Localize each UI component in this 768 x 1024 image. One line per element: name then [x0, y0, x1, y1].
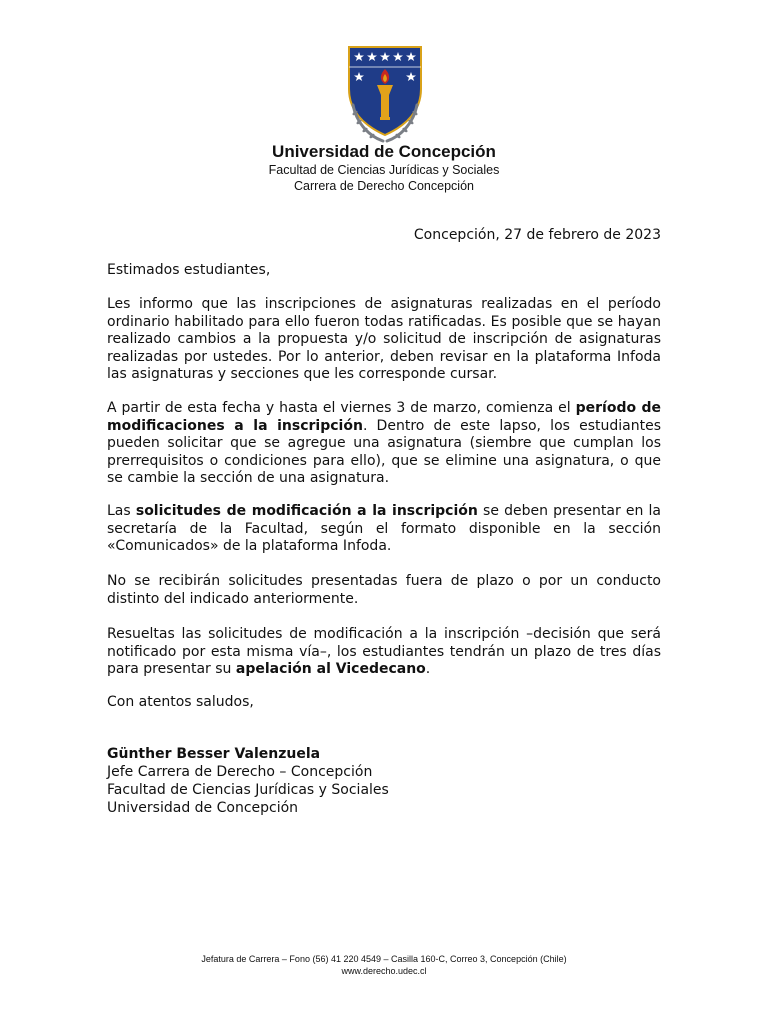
emphasis-appeal: apelación al Vicedecano	[235, 661, 426, 677]
university-crest-icon	[345, 43, 425, 143]
paragraph-text: . Dentro de este lapso, los estudiantes pueden solicitar que se agregue una asignatura (siembre que cumplan los prerrequisitos o condiciones para ello), que se elimine una asignatura, o que se cambie la sección de una asignatura.	[107, 417, 661, 486]
greeting: Estimados estudiantes,	[107, 262, 271, 278]
signer-name: Günther Besser Valenzuela	[107, 746, 321, 762]
paragraph-deadline: No se recibirán solicitudes presentadas fuera de plazo o por un conducto distinto del indicado anteriormente.	[107, 573, 661, 607]
signer-title: Jefe Carrera de Derecho – Concepción	[107, 764, 373, 780]
signer-faculty: Facultad de Ciencias Jurídicas y Sociales	[107, 782, 389, 798]
footer-website-link[interactable]: www.derecho.udec.cl	[341, 966, 427, 976]
paragraph-text: se deben presentar en la secretaría de la Facultad, según el formato disponible en la sección «Comunicados» de la plataforma Infoda.	[107, 503, 662, 554]
signer-university: Universidad de Concepción	[107, 800, 299, 816]
emphasis-modification-requests: solicitudes de modificación a la inscripción	[135, 503, 478, 519]
signature-block	[107, 745, 389, 817]
paragraph-modification-period	[107, 400, 661, 488]
paragraph-appeal	[107, 626, 661, 679]
paragraph-ratification: Les informo que las inscripciones de asignaturas realizadas en el período ordinario habilitado para ello fueron todas ratificadas. Es posible que se hayan realizado cambios a la propuesta y/o solicitud de inscripción de asignaturas realizadas por ustedes. Por lo anterior, deben revisar en la plataforma Infoda las asignaturas y secciones que les corresponde cursar.	[107, 296, 661, 382]
closing: Con atentos saludos,	[107, 694, 254, 710]
paragraph-text: Las	[107, 503, 136, 519]
paragraph-text: A partir de esta fecha y hasta el viernes 3 de marzo, comienza el	[107, 400, 576, 416]
faculty-name: Facultad de Ciencias Jurídicas y Sociales	[268, 163, 500, 177]
emphasis-modification-period: período de modificaciones a la inscripción	[107, 400, 661, 434]
paragraph-text: .	[425, 661, 431, 677]
paragraph-text: Resueltas las solicitudes de modificación a la inscripción –decisión que será notificado por esta misma vía–, los estudiantes tendrán un plazo de tres días para presentar su	[107, 626, 661, 677]
paragraph-requests	[107, 503, 661, 556]
university-name: Universidad de Concepción	[272, 142, 496, 161]
program-name: Carrera de Derecho Concepción	[294, 179, 474, 193]
letter-date: Concepción, 27 de febrero de 2023	[413, 227, 661, 243]
footer-contact: Jefatura de Carrera – Fono (56) 41 220 4549 – Casilla 160-C, Correo 3, Concepción (Chile)	[201, 954, 567, 964]
